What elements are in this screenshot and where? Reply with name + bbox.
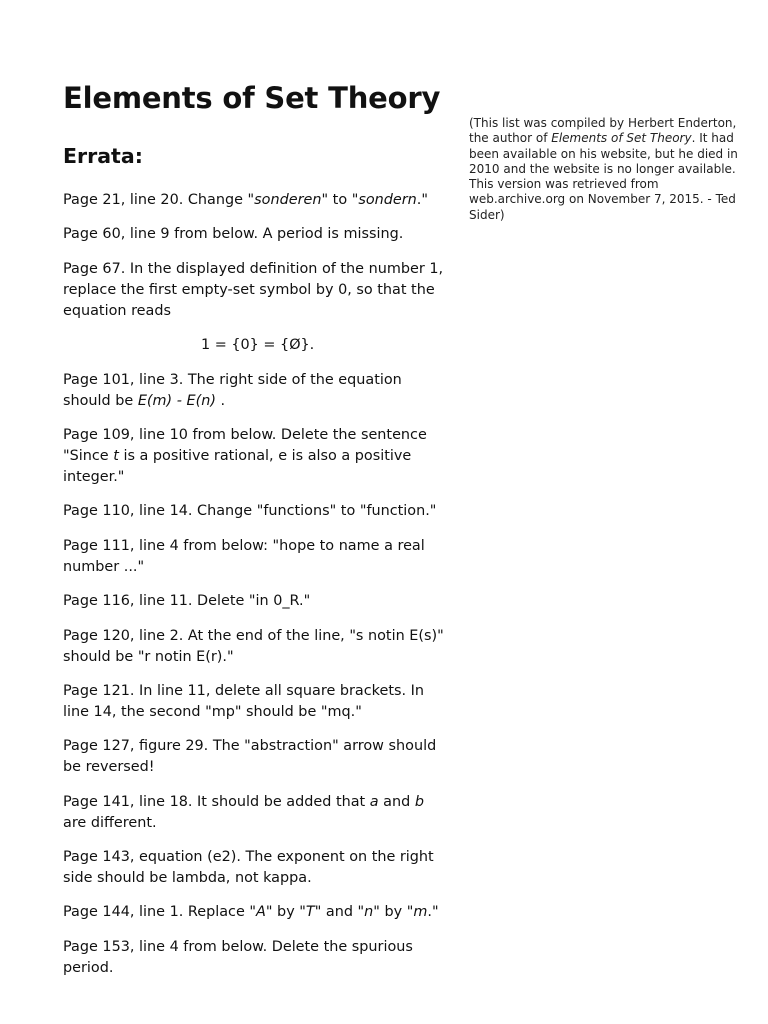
errata-entry: Page 127, figure 29. The "abstraction" arrow should be reversed! <box>63 738 437 776</box>
displayed-equation: 1 = {0} = {Ø}. <box>201 337 315 354</box>
errata-list <box>63 190 463 992</box>
side-note-line: 2010 and the website is no longer available. <box>469 161 736 176</box>
errata-entry: Page 110, line 14. Change "functions" to "function." <box>63 503 437 520</box>
errata-heading: Errata: <box>63 144 143 168</box>
side-note <box>469 116 768 226</box>
side-note-line: (This list was compiled by Herbert Enderton, <box>469 116 737 130</box>
errata-entry: Page 144, line 1. Replace "A" by "T" and "n" by "m." <box>63 904 439 921</box>
side-note-line: web.archive.org on November 7, 2015. - Ted <box>469 192 736 207</box>
errata-entry: Page 121. In line 11, delete all square brackets. In line 14, the second "mp" should be "mq." <box>63 682 424 720</box>
errata-entry: Page 21, line 20. Change "sonderen" to "sondern." <box>63 192 428 208</box>
errata-entry: Page 67. In the displayed definition of the number 1, replace the first empty-set symbol by 0, so that the equation reads <box>63 260 444 319</box>
errata-entry: Page 109, line 10 from below. Delete the sentence "Since t is a positive rational, e is also a positive integer." <box>63 426 427 485</box>
errata-entry: Page 116, line 11. Delete "in 0_R." <box>63 593 311 610</box>
book-title: Elements of Set Theory <box>551 131 692 146</box>
errata-entry: Page 101, line 3. The right side of the equation should be E(m) - E(n) . <box>63 371 402 409</box>
errata-entry: Page 120, line 2. At the end of the line, "s notin E(s)" should be "r notin E(r)." <box>63 627 444 665</box>
side-note-line: been available on his website, but he died in <box>469 146 738 161</box>
page-title: Elements of Set Theory <box>63 81 441 115</box>
errata-entry: Page 60, line 9 from below. A period is missing. <box>63 226 404 243</box>
errata-entry: Page 111, line 4 from below: "hope to name a real number ..." <box>63 537 425 575</box>
errata-entry: Page 153, line 4 from below. Delete the spurious period. <box>63 938 413 976</box>
side-note-line: Sider) <box>469 207 505 222</box>
errata-entry: Page 141, line 18. It should be added that a and b are different. <box>63 793 424 831</box>
side-note-line: This version was retrieved from <box>469 177 659 192</box>
errata-entry: Page 143, equation (e2). The exponent on the right side should be lambda, not kappa. <box>63 849 434 887</box>
side-note-line: the author of Elements of Set Theory. It had <box>469 131 734 146</box>
